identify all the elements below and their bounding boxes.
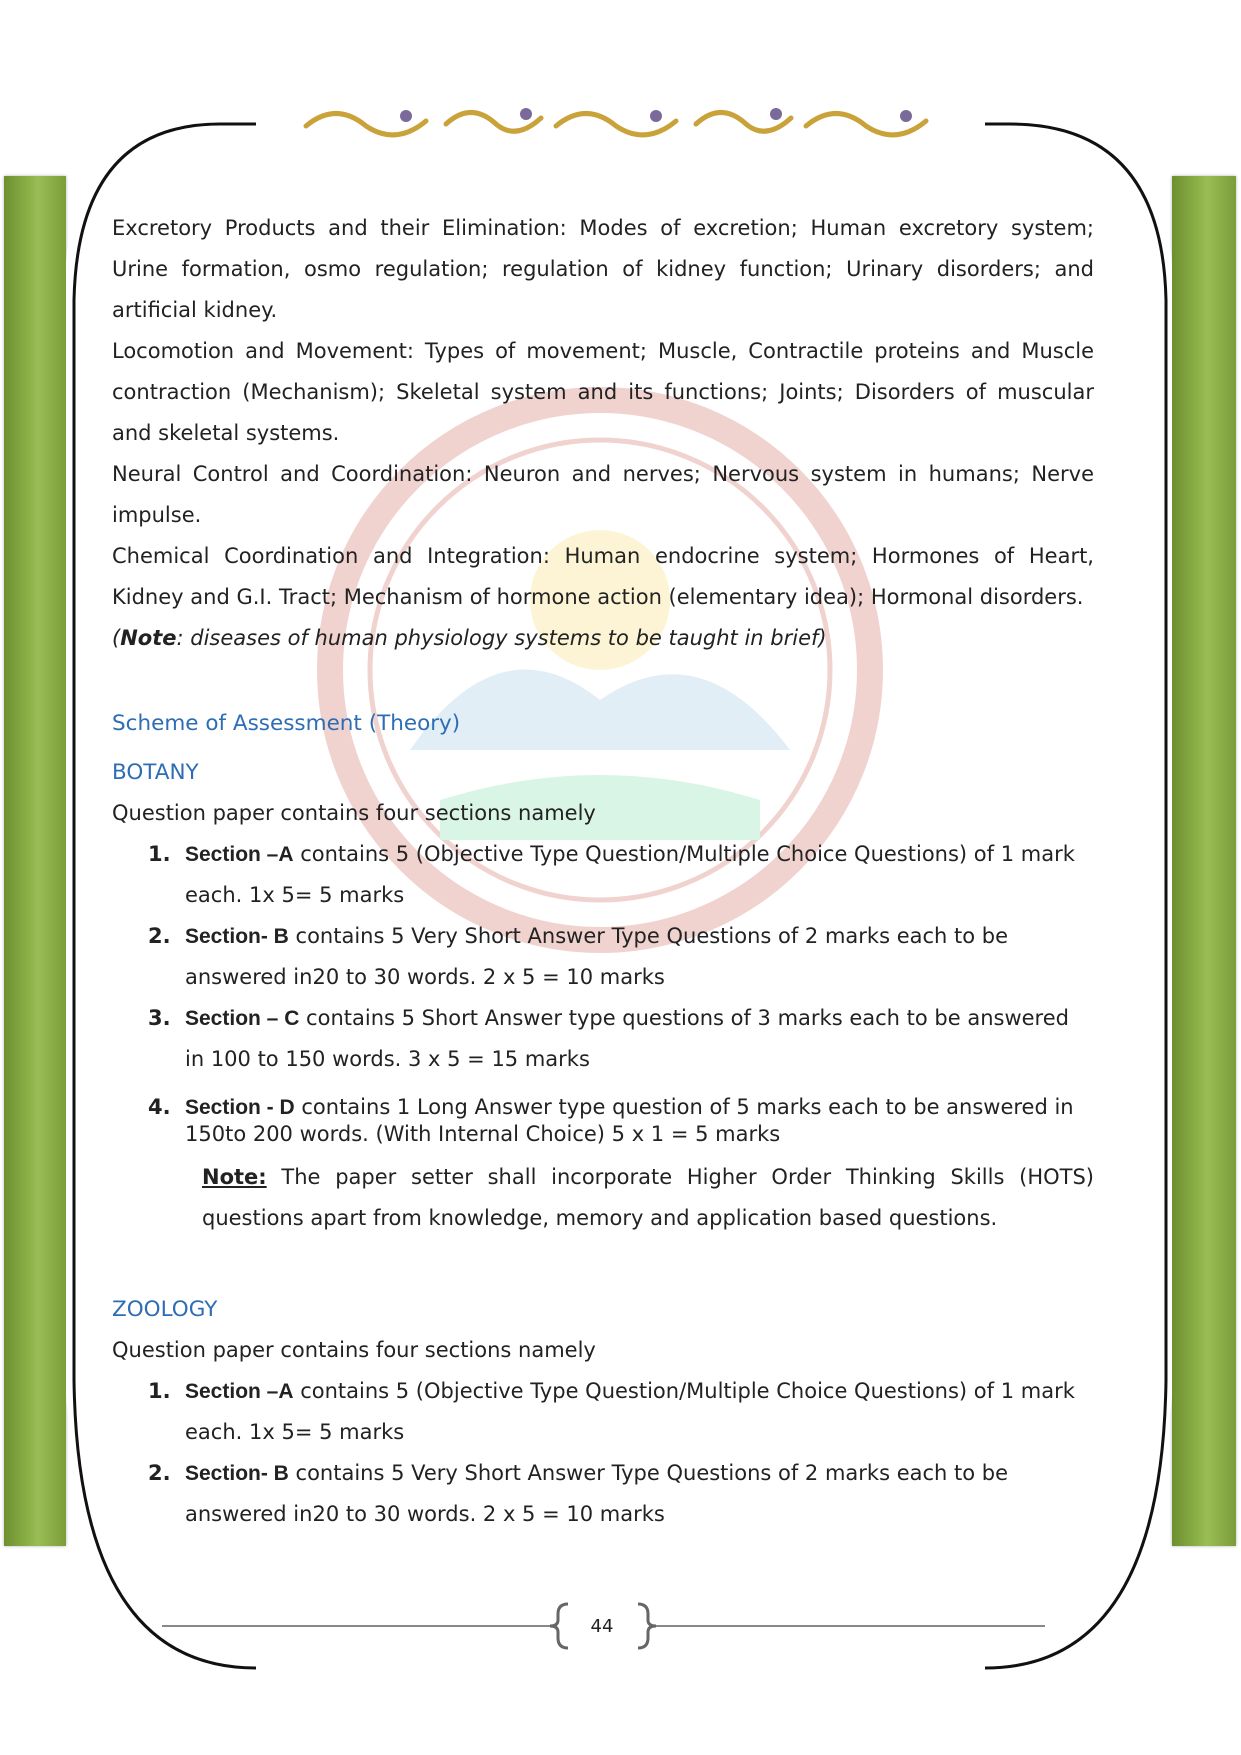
- syllabus-paragraph-excretory: Excretory Products and their Elimination: Modes of excretion; Human excretory system; Urine formation, osmo regulation; regulation of kidney function; Urinary disorders; and artificial kidney.: [112, 216, 1094, 322]
- section-description: contains 1 Long Answer type question of 5 marks each to be answered in 150to 200 words. (With Internal Choice) 5 x 1 = 5 marks: [185, 1095, 1074, 1146]
- botany-section-item: [112, 916, 1094, 998]
- section-label: Section - D: [185, 1096, 295, 1119]
- footer-rule-left: [162, 1625, 557, 1627]
- syllabus-note: [112, 618, 1094, 659]
- section-description: contains 5 Very Short Answer Type Questions of 2 marks each to be answered in20 to 30 words. 2 x 5 = 10 marks: [185, 1461, 1009, 1526]
- botany-heading: BOTANY: [112, 760, 199, 785]
- botany-note: [202, 1157, 1094, 1239]
- syllabus-note-label: Note: [120, 626, 177, 650]
- item-number: 2.: [148, 924, 171, 948]
- botany-section-item: [112, 1094, 1094, 1147]
- section-label: Section – C: [185, 1007, 300, 1030]
- syllabus-paragraph-chemical: Chemical Coordination and Integration: Human endocrine system; Hormones of Heart, Kidney and G.I. Tract; Mechanism of hormone action (elementary idea); Hormonal disorders.: [112, 544, 1094, 609]
- item-number: 4.: [148, 1095, 171, 1119]
- zoology-section-item: [112, 1453, 1094, 1535]
- botany-intro: Question paper contains four sections namely: [112, 801, 596, 825]
- section-description: contains 5 Short Answer type questions of 3 marks each to be answered in 100 to 150 words. 3 x 5 = 15 marks: [185, 1006, 1069, 1071]
- syllabus-note-open: (: [112, 626, 121, 650]
- section-label: Section- B: [185, 1462, 289, 1485]
- botany-note-text: The paper setter shall incorporate Higher Order Thinking Skills (HOTS) questions apart from knowledge, memory and application based questions.: [202, 1165, 1094, 1230]
- scheme-heading: Scheme of Assessment (Theory): [112, 711, 461, 736]
- section-label: Section- B: [185, 925, 289, 948]
- item-number: 1.: [148, 842, 171, 866]
- syllabus-note-text: : diseases of human physiology systems to be taught in brief): [176, 626, 827, 650]
- zoology-heading: ZOOLOGY: [112, 1297, 218, 1322]
- section-description: contains 5 (Objective Type Question/Multiple Choice Questions) of 1 mark each. 1x 5= 5 marks: [185, 1379, 1075, 1444]
- page-number: 44: [590, 1616, 614, 1637]
- item-number: 2.: [148, 1461, 171, 1485]
- zoology-intro: Question paper contains four sections namely: [112, 1338, 596, 1362]
- item-number: 3.: [148, 1006, 171, 1030]
- syllabus-paragraph-neural: Neural Control and Coordination: Neuron and nerves; Nervous system in humans; Nerve impulse.: [112, 462, 1094, 527]
- botany-note-label: Note:: [202, 1165, 267, 1189]
- botany-section-item: [112, 998, 1094, 1080]
- section-label: Section –A: [185, 1380, 294, 1403]
- page-content: [112, 208, 1094, 1535]
- section-description: contains 5 Very Short Answer Type Questions of 2 marks each to be answered in20 to 30 words. 2 x 5 = 10 marks: [185, 924, 1009, 989]
- zoology-section-list: [112, 1371, 1094, 1535]
- syllabus-paragraph-locomotion: Locomotion and Movement: Types of movement; Muscle, Contractile proteins and Muscle contraction (Mechanism); Skeletal system and its functions; Joints; Disorders of muscular and skeletal systems.: [112, 339, 1094, 445]
- botany-section-list: [112, 834, 1094, 1147]
- decorative-ornament: [296, 96, 936, 146]
- item-number: 1.: [148, 1379, 171, 1403]
- footer-rule-right: [650, 1625, 1045, 1627]
- section-label: Section –A: [185, 843, 294, 866]
- botany-section-item: [112, 834, 1094, 916]
- section-description: contains 5 (Objective Type Question/Multiple Choice Questions) of 1 mark each. 1x 5= 5 marks: [185, 842, 1075, 907]
- zoology-section-item: [112, 1371, 1094, 1453]
